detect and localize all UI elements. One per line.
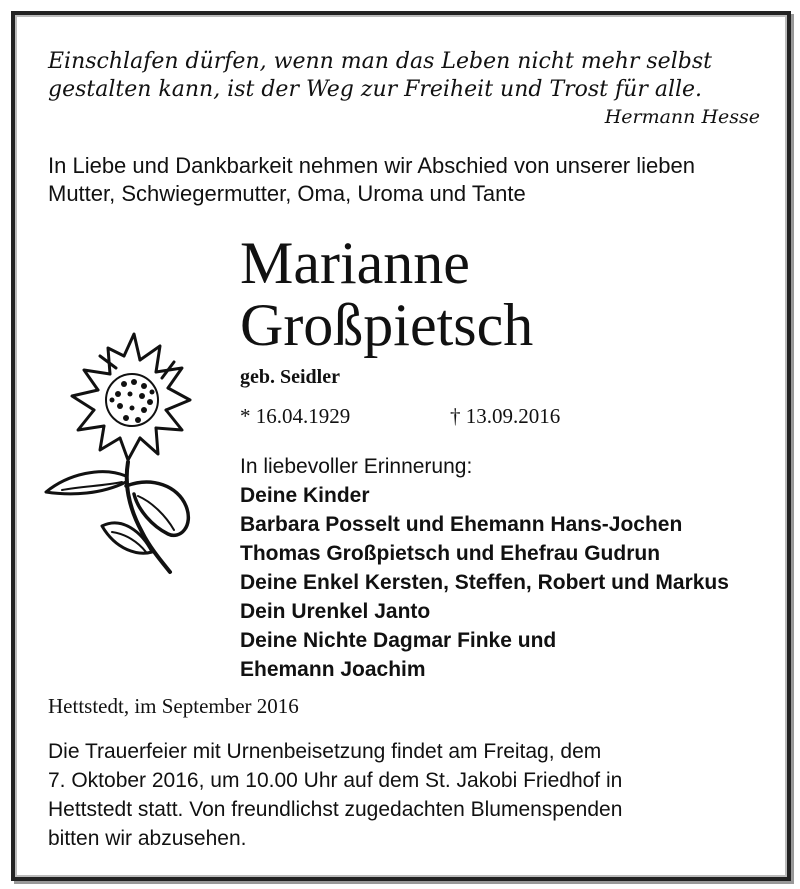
life-dates <box>240 404 561 429</box>
memory-label: In liebevoller Erinnerung: <box>240 455 473 478</box>
mourner-line: Deine Kinder <box>240 484 370 507</box>
birth-date: * 16.04.1929 <box>240 404 351 428</box>
place-date: Hettstedt, im September 2016 <box>48 694 299 718</box>
intro-line: In Liebe und Dankbarkeit nehmen wir Abschied von unserer lieben <box>48 153 695 178</box>
service-line: Hettstedt statt. Von freundlichst zugedachten Blumenspenden <box>48 798 623 821</box>
mourner-line: Barbara Posselt und Ehemann Hans-Jochen <box>240 513 683 536</box>
mourner-line: Deine Enkel Kersten, Steffen, Robert und Markus <box>240 571 729 594</box>
quote-line: Einschlafen dürfen, wenn man das Leben nicht mehr selbst <box>48 49 712 74</box>
funeral-service-text <box>48 737 748 853</box>
last-name: Großpietsch <box>240 292 534 358</box>
epigraph-quote <box>48 48 768 104</box>
service-line: 7. Oktober 2016, um 10.00 Uhr auf dem St. Jakobi Friedhof in <box>48 769 623 792</box>
service-line: bitten wir abzusehen. <box>48 827 247 850</box>
deceased-name <box>240 232 533 356</box>
first-name: Marianne <box>240 230 470 296</box>
death-date: † 13.09.2016 <box>450 404 561 428</box>
mourner-line: Deine Nichte Dagmar Finke und <box>240 629 557 652</box>
mourner-line: Dein Urenkel Janto <box>240 600 431 623</box>
mourner-line: Ehemann Joachim <box>240 658 426 681</box>
intro-line: Mutter, Schwiegermutter, Oma, Uroma und Tante <box>48 181 526 206</box>
maiden-name: geb. Seidler <box>240 366 340 388</box>
service-line: Die Trauerfeier mit Urnenbeisetzung findet am Freitag, dem <box>48 740 602 763</box>
mourner-line: Thomas Großpietsch und Ehefrau Gudrun <box>240 542 661 565</box>
quote-author: Hermann Hesse <box>604 106 760 128</box>
intro-text <box>48 152 768 208</box>
quote-line: gestalten kann, ist der Weg zur Freiheit und Trost für alle. <box>48 77 703 102</box>
mourners-block <box>240 452 780 684</box>
sunflower-icon <box>42 326 202 576</box>
